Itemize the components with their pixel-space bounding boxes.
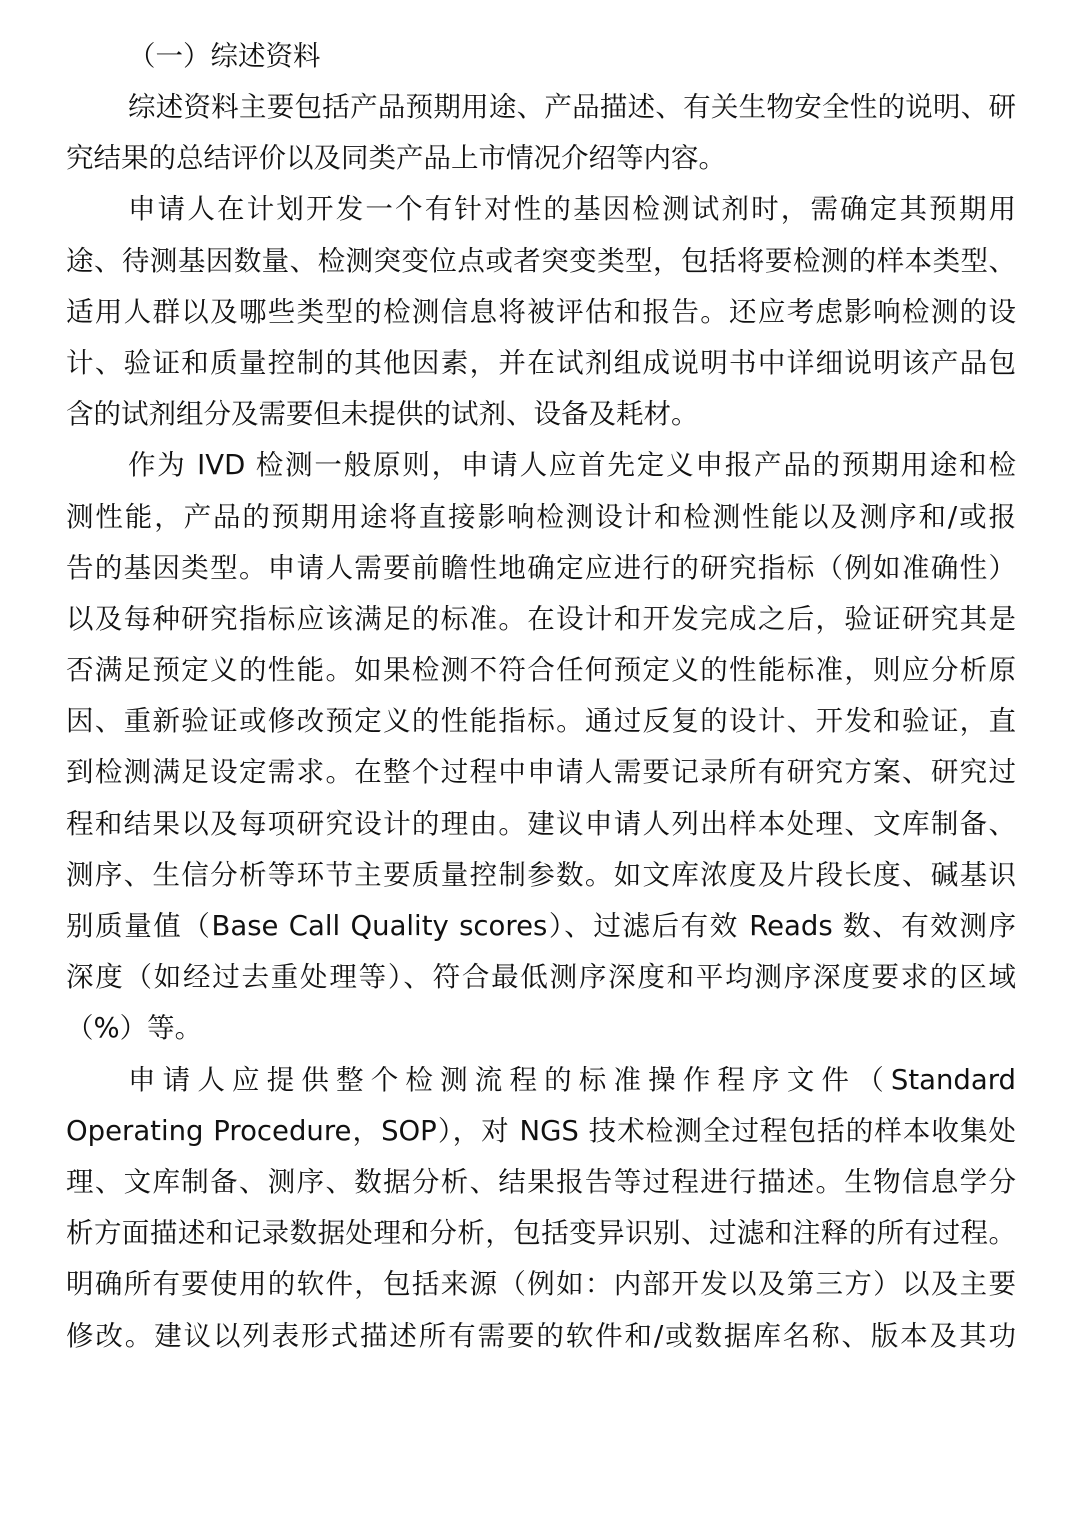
paragraph-line: 计、验证和质量控制的其他因素，并在试剂组成说明书中详细说明该产品包: [66, 346, 1016, 379]
paragraph-line: 综述资料主要包括产品预期用途、产品描述、有关生物安全性的说明、研: [128, 91, 1016, 123]
paragraph-line: 深度（如经过去重处理等）、符合最低测序深度和平均测序深度要求的区域: [66, 961, 1016, 994]
paragraph-line: 否满足预定义的性能。如果检测不符合任何预定义的性能标准，则应分析原: [66, 654, 1016, 687]
paragraph-line: 申请人在计划开发一个有针对性的基因检测试剂时，需确定其预期用: [128, 193, 1016, 226]
paragraph-line: 途、待测基因数量、检测突变位点或者突变类型，包括将要检测的样本类型、: [66, 244, 1016, 277]
paragraph-planning: [66, 184, 1016, 440]
paragraph-line: 测序、生信分析等环节主要质量控制参数。如文库浓度及片段长度、碱基识: [66, 858, 1016, 891]
paragraph-line: 明确所有要使用的软件，包括来源（例如：内部开发以及第三方）以及主要: [66, 1268, 1016, 1301]
paragraph-line: 因、重新验证或修改预定义的性能指标。通过反复的设计、开发和验证，直: [66, 705, 1016, 738]
paragraph-sop: [66, 1055, 1016, 1362]
paragraph-line: 修改。建议以列表形式描述所有需要的软件和/或数据库名称、版本及其功: [66, 1319, 1016, 1352]
paragraph-line: 测性能，产品的预期用途将直接影响检测设计和检测性能以及测序和/或报: [66, 500, 1016, 533]
paragraph-line: 到检测满足设定需求。在整个过程中申请人需要记录所有研究方案、研究过: [66, 756, 1016, 789]
paragraph-overview: [66, 82, 1016, 184]
paragraph-line: 申请人应提供整个检测流程的标准操作程序文件（Standard: [128, 1063, 1016, 1096]
paragraph-line: 作为 IVD 检测一般原则，申请人应首先定义申报产品的预期用途和检: [128, 449, 1016, 482]
paragraph-line: （%）等。: [66, 1012, 203, 1045]
section-heading: （一）综述资料: [128, 40, 321, 72]
paragraph-line: 析方面描述和记录数据处理和分析，包括变异识别、过滤和注释的所有过程。: [66, 1217, 1016, 1250]
paragraph-line: 适用人群以及哪些类型的检测信息将被评估和报告。还应考虑影响检测的设: [66, 295, 1016, 328]
paragraph-line: 究结果的总结评价以及同类产品上市情况介绍等内容。: [66, 142, 726, 175]
paragraph-ivd-principles: [66, 440, 1016, 1054]
document-page: [66, 30, 1016, 1362]
paragraph-line: Operating Procedure，SOP），对 NGS 技术检测全过程包括的样本收集处: [66, 1114, 1016, 1147]
paragraph-line: 以及每种研究指标应该满足的标准。在设计和开发完成之后，验证研究其是: [66, 602, 1016, 635]
paragraph-line: 含的试剂组分及需要但未提供的试剂、设备及耗材。: [66, 398, 699, 431]
paragraph-line: 别质量值（Base Call Quality scores）、过滤后有效 Reads 数、有效测序: [66, 910, 1016, 942]
paragraph-line: 理、文库制备、测序、数据分析、结果报告等过程进行描述。生物信息学分: [66, 1165, 1016, 1198]
paragraph-line: 程和结果以及每项研究设计的理由。建议申请人列出样本处理、文库制备、: [66, 807, 1016, 840]
paragraph-line: 告的基因类型。申请人需要前瞻性地确定应进行的研究指标（例如准确性）: [66, 551, 1016, 584]
